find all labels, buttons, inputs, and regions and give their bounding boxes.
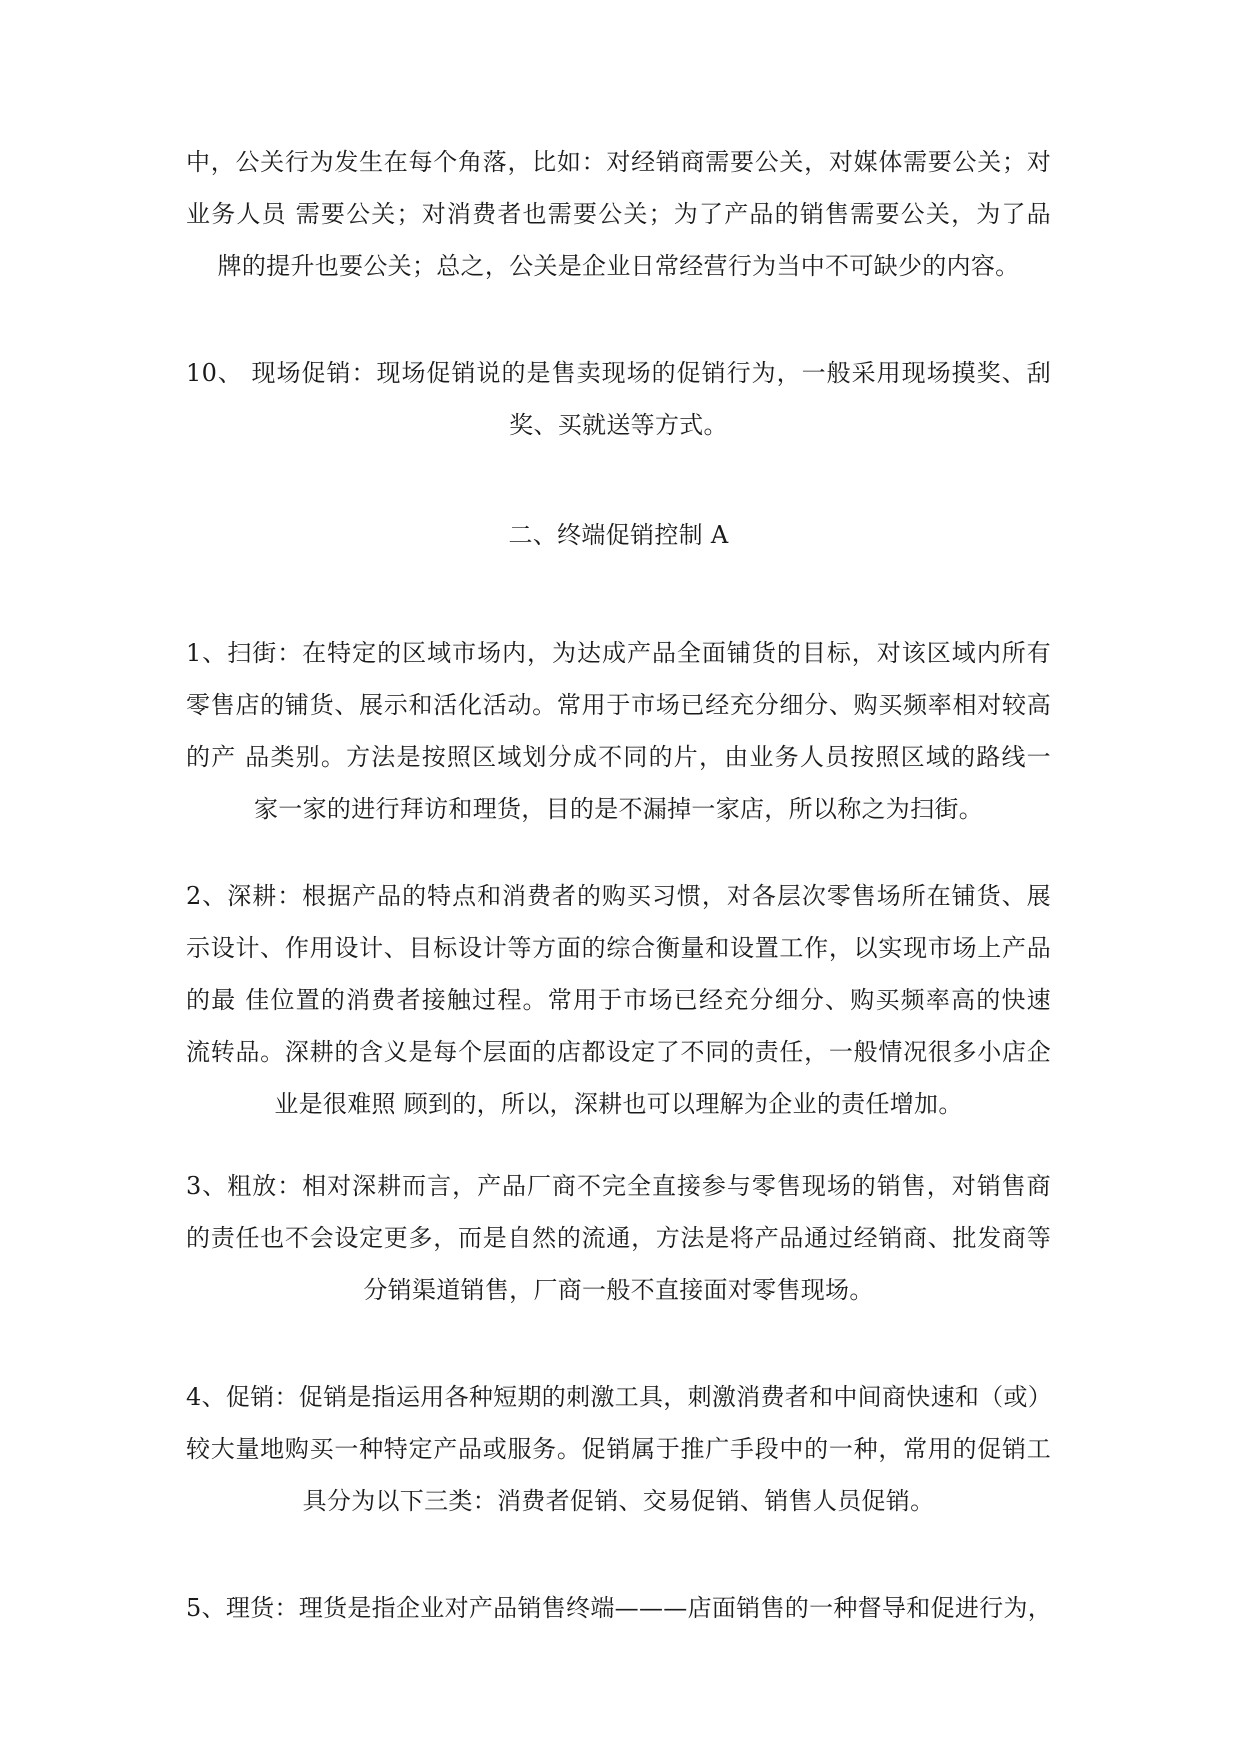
- text-line: 奖、买就送等方式。: [509, 411, 728, 439]
- text-line: 10、 现场促销：现场促销说的是售卖现场的促销行为，一般采用现场摸奖、刮: [186, 359, 1051, 387]
- text-line: 4、促销：促销是指运用各种短期的刺激工具，刺激消费者和中间商快速和（或）: [186, 1383, 1053, 1411]
- paragraph-item-5-merchandising: [186, 1582, 1051, 1634]
- text-line: 流转品。深耕的含义是每个层面的店都设定了不同的责任，一般情况很多小店企: [186, 1038, 1051, 1066]
- paragraph-item-3-extensive: [186, 1160, 1051, 1316]
- text-line: 5、理货：理货是指企业对产品销售终端———店面销售的一种督导和促进行为，: [186, 1594, 1053, 1622]
- section-heading-text: 二、终端促销控制 A: [508, 521, 729, 549]
- text-line: 的责任也不会设定更多，而是自然的流通，方法是将产品通过经销商、批发商等: [186, 1224, 1051, 1252]
- paragraph-item-10-onsite-promotion: [186, 347, 1051, 451]
- text-line: 牌的提升也要公关；总之，公关是企业日常经营行为当中不可缺少的内容。: [217, 252, 1020, 280]
- text-line: 较大量地购买一种特定产品或服务。促销属于推广手段中的一种，常用的促销工: [186, 1435, 1051, 1463]
- paragraph-item-4-promotion: [186, 1371, 1051, 1527]
- text-line: 零售店的铺货、展示和活化活动。常用于市场已经充分细分、购买频率相对较高: [186, 691, 1051, 719]
- paragraph-pr-scope: [186, 136, 1051, 292]
- paragraph-item-1-sweep-streets: [186, 627, 1051, 835]
- text-line: 家一家的进行拜访和理货，目的是不漏掉一家店，所以称之为扫街。: [254, 795, 983, 823]
- text-line: 分销渠道销售，厂商一般不直接面对零售现场。: [363, 1276, 874, 1304]
- text-line: 中，公关行为发生在每个角落，比如：对经销商需要公关，对媒体需要公关；对: [186, 148, 1051, 176]
- paragraph-item-2-deep-cultivation: [186, 870, 1051, 1130]
- section-heading: [186, 509, 1051, 561]
- text-line: 的最 佳位置的消费者接触过程。常用于市场已经充分细分、购买频率高的快速: [186, 986, 1051, 1014]
- text-line: 业是很难照 顾到的，所以，深耕也可以理解为企业的责任增加。: [274, 1090, 963, 1118]
- text-line: 业务人员 需要公关；对消费者也需要公关；为了产品的销售需要公关，为了品: [186, 200, 1051, 228]
- text-line: 1、扫街：在特定的区域市场内，为达成产品全面铺货的目标，对该区域内所有: [186, 639, 1051, 667]
- text-line: 2、深耕：根据产品的特点和消费者的购买习惯，对各层次零售场所在铺货、展: [186, 882, 1051, 910]
- text-line: 3、粗放：相对深耕而言，产品厂商不完全直接参与零售现场的销售，对销售商: [186, 1172, 1051, 1200]
- text-line: 示设计、作用设计、目标设计等方面的综合衡量和设置工作，以实现市场上产品: [186, 934, 1051, 962]
- text-line: 的产 品类别。方法是按照区域划分成不同的片，由业务人员按照区域的路线一: [186, 743, 1051, 771]
- text-line: 具分为以下三类：消费者促销、交易促销、销售人员促销。: [302, 1487, 935, 1515]
